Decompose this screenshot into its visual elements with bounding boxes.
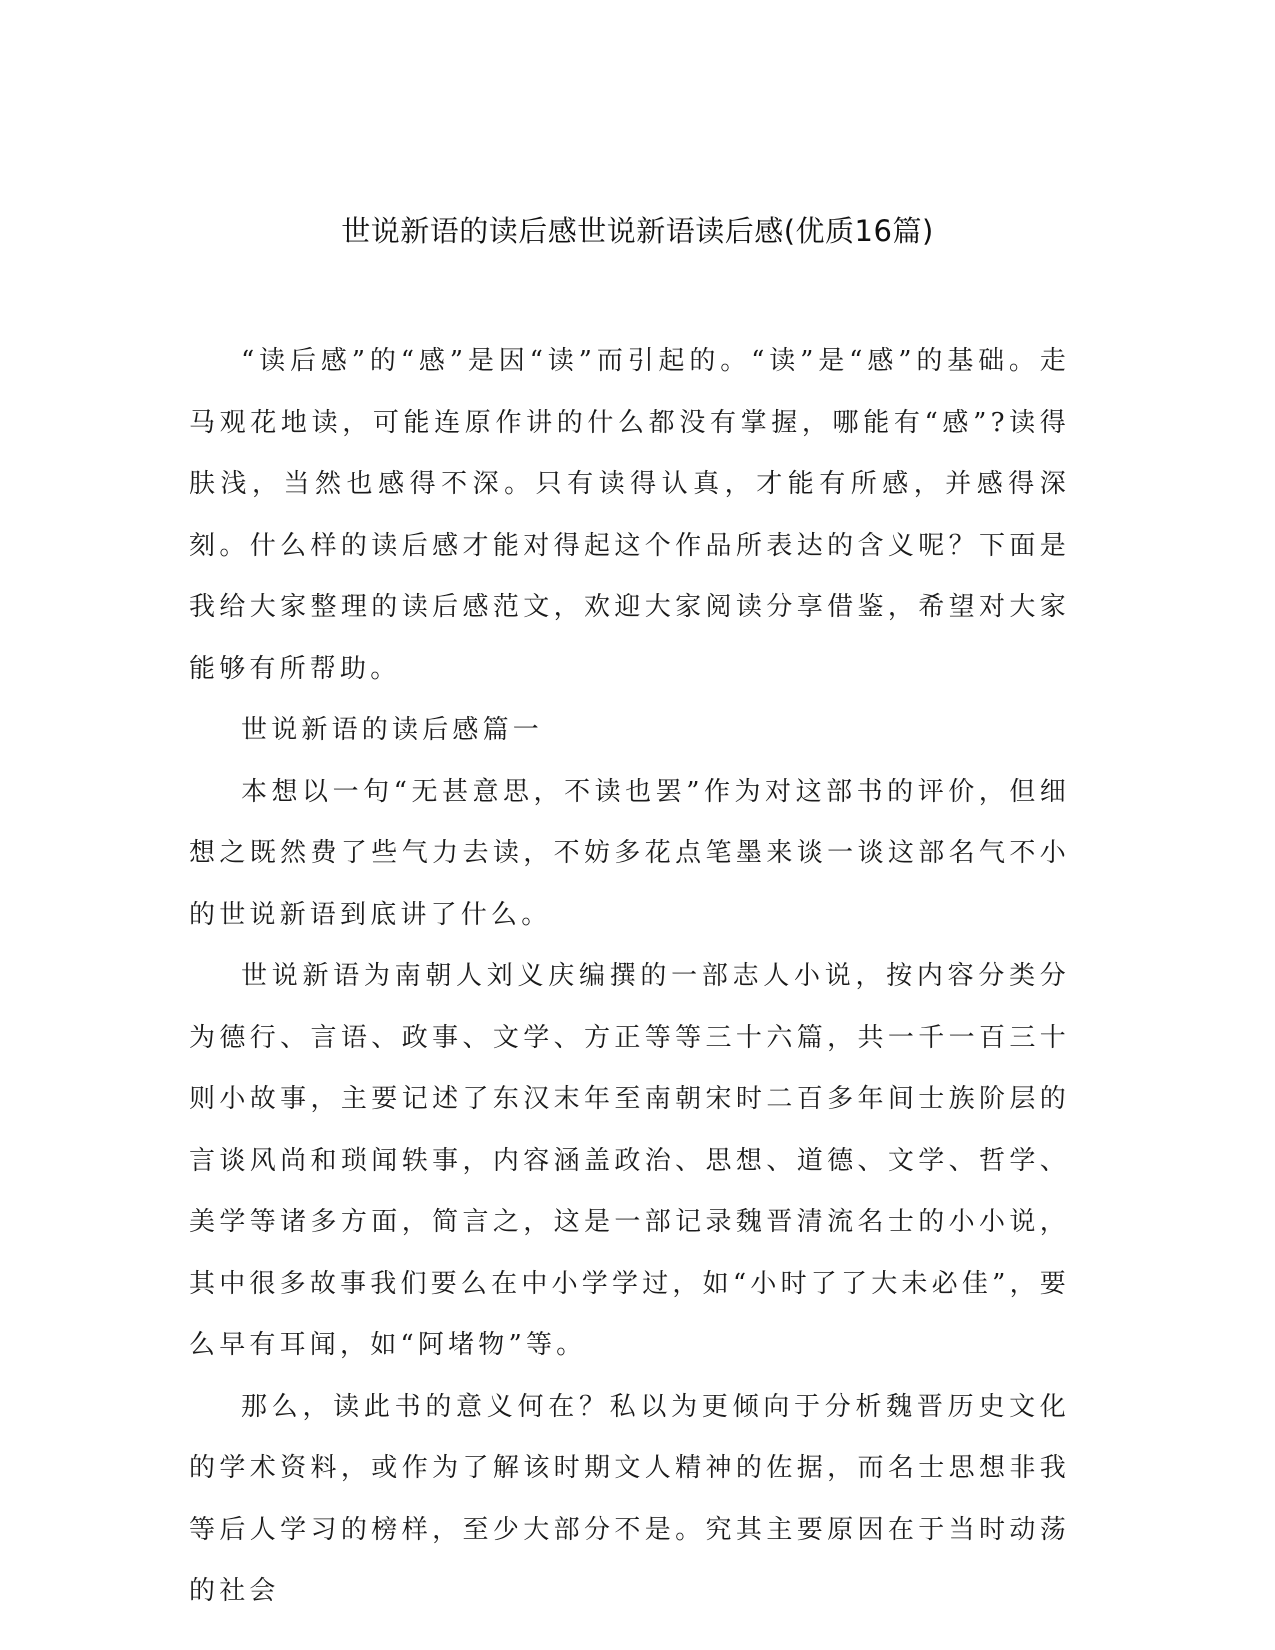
document-title: 世说新语的读后感世说新语读后感(优质16篇) xyxy=(341,214,934,248)
body-paragraph-3: 那么，读此书的意义何在？私以为更倾向于分析魏晋历史文化的学术资料，或作为了解该时期文人精神的佐据，而名士思想非我等后人学习的榜样，至少大部分不是。究其主要原因在于当时动荡的社会 xyxy=(189,1391,1070,1606)
body-paragraph-2: 世说新语为南朝人刘义庆编撰的一部志人小说，按内容分类分为德行、言语、政事、文学、方正等等三十六篇，共一千一百三十则小故事，主要记述了东汉末年至南朝宋时二百多年间士族阶层的言谈风尚和琐闻轶事，内容涵盖政治、思想、道德、文学、哲学、美学等诸多方面，简言之，这是一部记录魏晋清流名士的小小说，其中很多故事我们要么在中小学学过，如“小时了了大未必佳”，要么早有耳闻，如“阿堵物”等。 xyxy=(189,961,1070,1360)
body-paragraph-1: 本想以一句“无甚意思，不读也罢”作为对这部书的评价，但细想之既然费了些气力去读，不妨多花点笔墨来谈一谈这部名气不小的世说新语到底讲了什么。 xyxy=(189,776,1070,930)
intro-paragraph: “读后感”的“感”是因“读”而引起的。“读”是“感”的基础。走马观花地读，可能连原作讲的什么都没有掌握，哪能有“感”?读得肤浅，当然也感得不深。只有读得认真，才能有所感，并感得深刻。什么样的读后感才能对得起这个作品所表达的含义呢？下面是我给大家整理的读后感范文，欢迎大家阅读分享借鉴，希望对大家能够有所帮助。 xyxy=(189,346,1070,684)
document-body xyxy=(189,331,1070,1623)
section-heading: 世说新语的读后感篇一 xyxy=(241,715,544,745)
